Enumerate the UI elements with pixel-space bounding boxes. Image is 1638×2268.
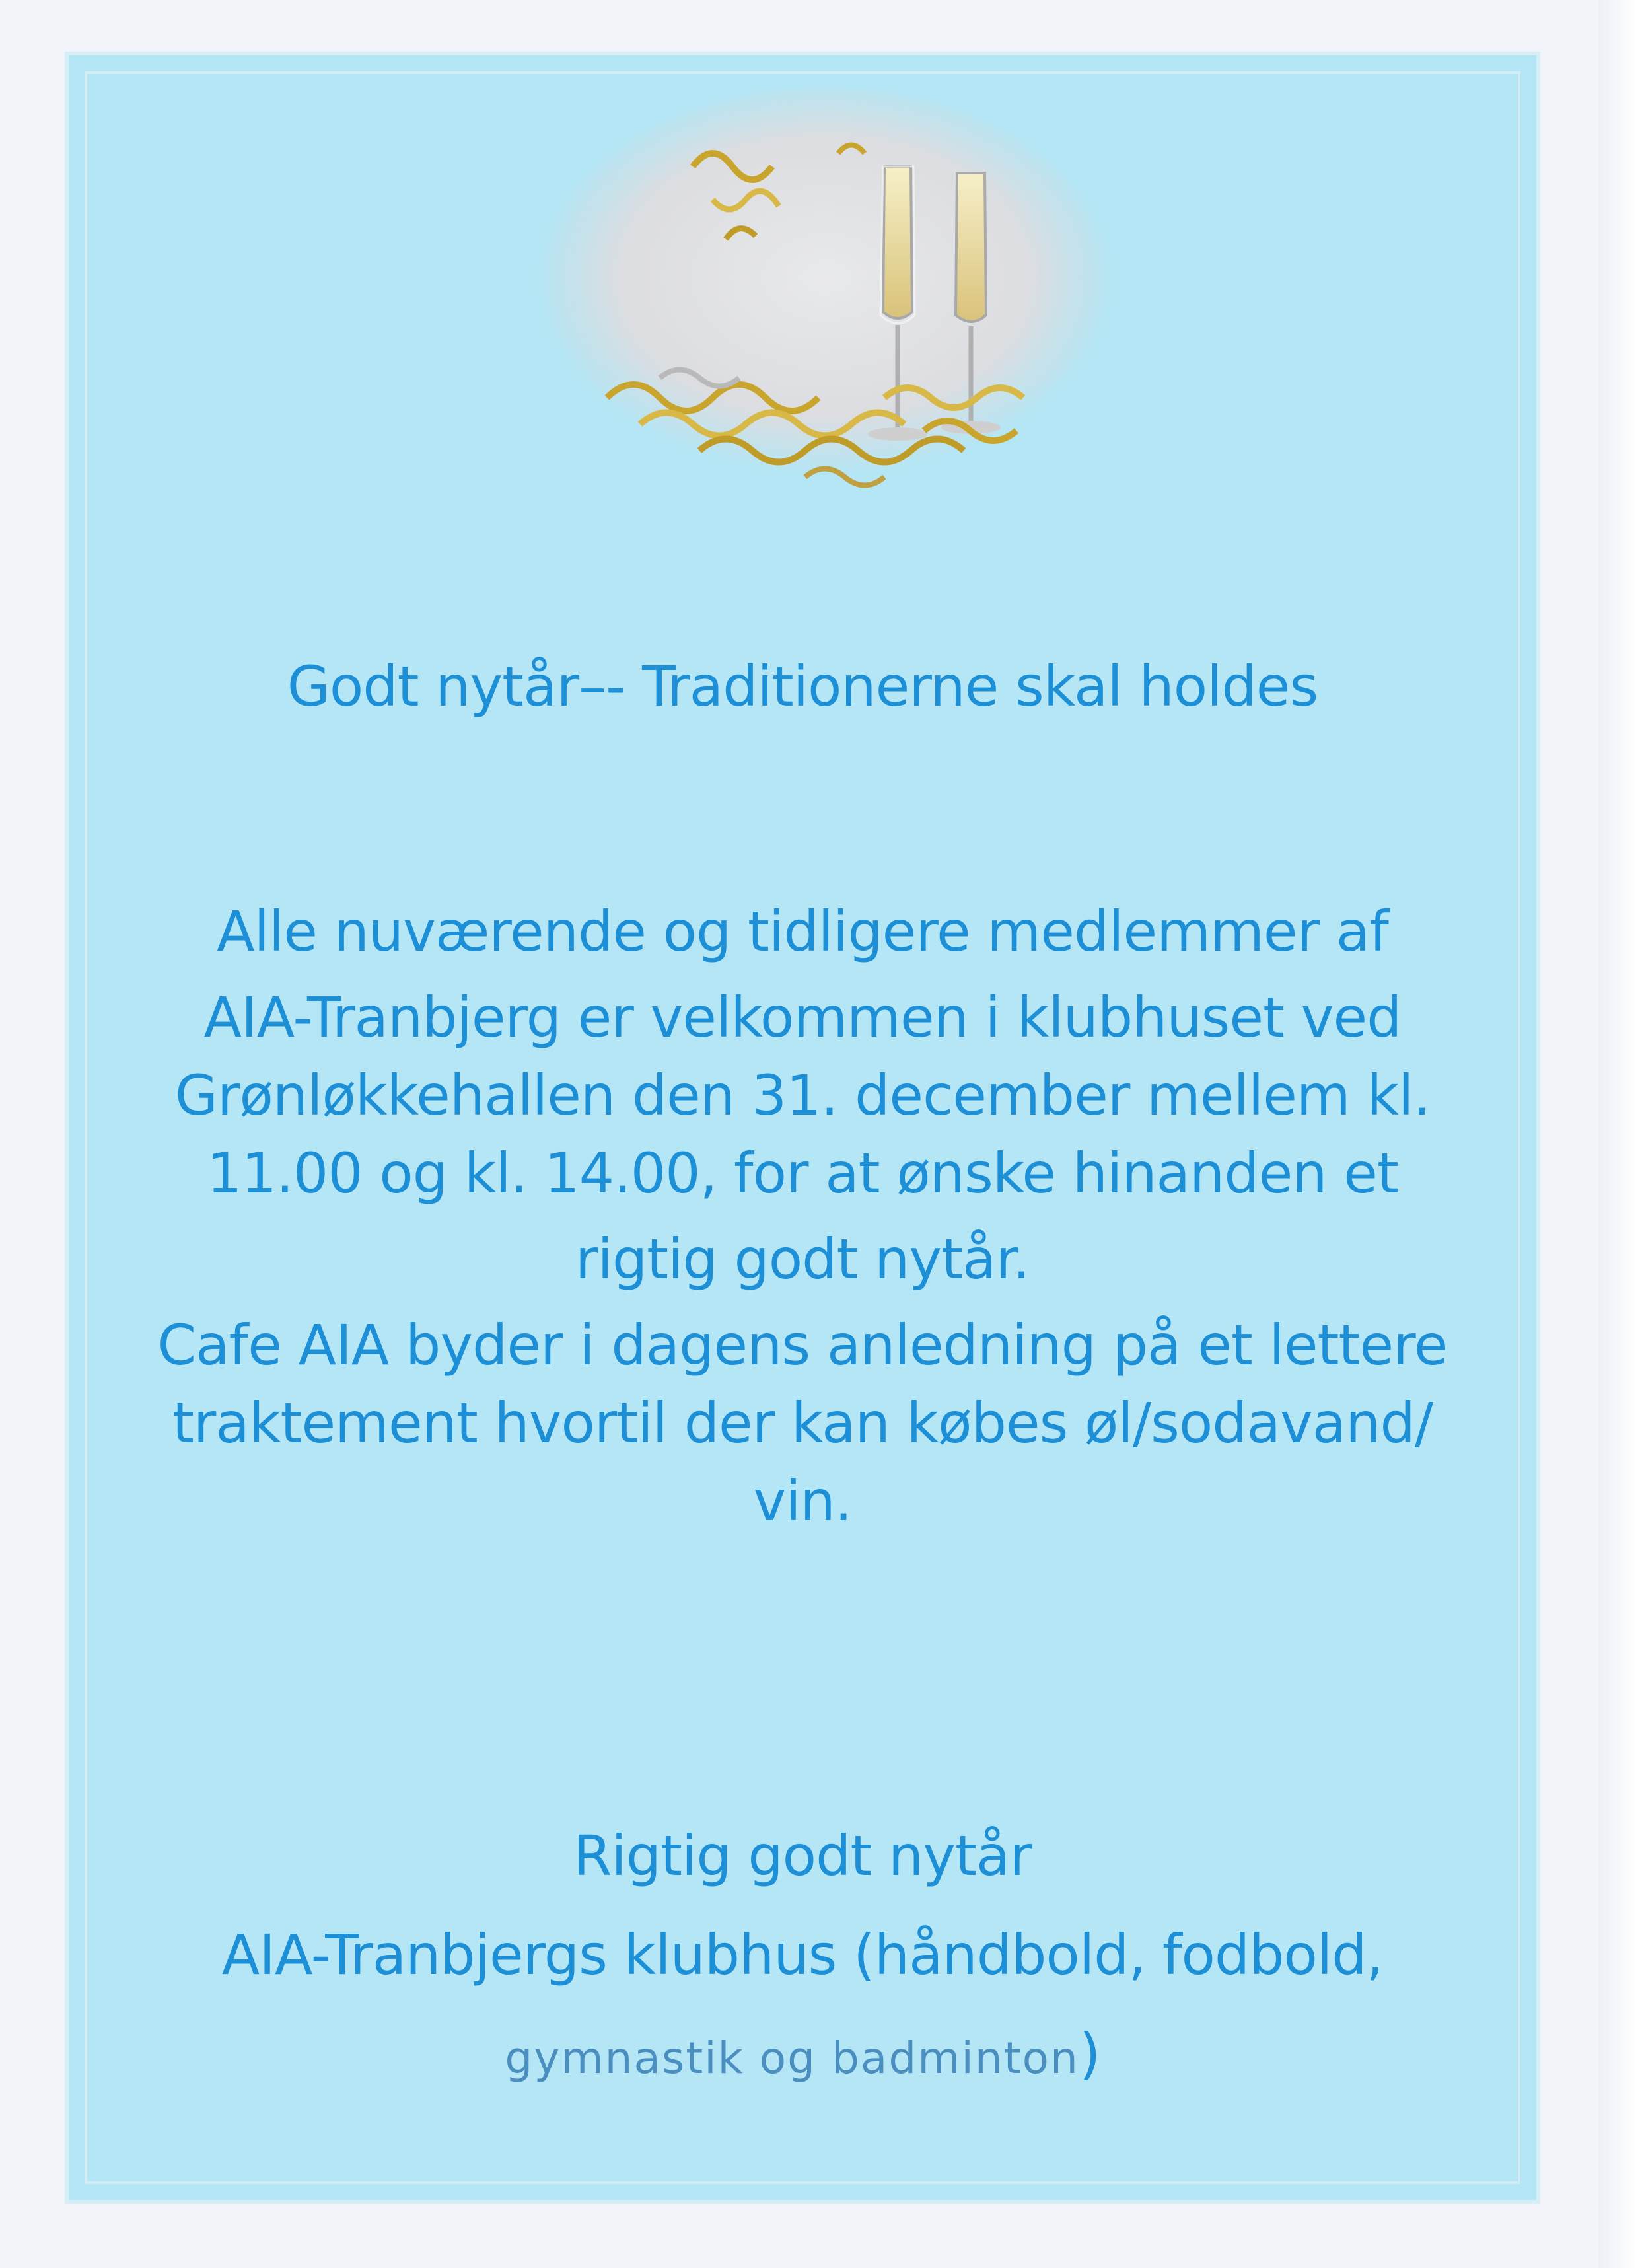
signoff-sports-paren: ) bbox=[1079, 2022, 1100, 2086]
poster-headline: Godt nytår–- Traditionerne skal holdes bbox=[287, 654, 1318, 719]
scan-edge bbox=[1598, 0, 1638, 2268]
signoff-greeting: Rigtig godt nytår bbox=[573, 1823, 1032, 1888]
invitation-line: Cafe AIA byder i dagens anledning på et lettere bbox=[157, 1313, 1448, 1377]
invitation-line: AIA-Tranbjerg er velkommen i klubhuset ved bbox=[203, 985, 1402, 1050]
invitation-line: traktement hvortil der kan købes øl/sodavand/ bbox=[172, 1391, 1433, 1455]
invitation-line: Alle nuværende og tidligere medlemmer af bbox=[217, 899, 1388, 964]
poster bbox=[65, 52, 1540, 2204]
invitation-text bbox=[69, 885, 1536, 1540]
invitation-line: Grønløkkehallen den 31. december mellem kl. bbox=[174, 1063, 1431, 1128]
signoff-sports-list: gymnastik og badminton bbox=[505, 2033, 1079, 2084]
invitation-line: 11.00 og kl. 14.00, for at ønske hinanden et bbox=[207, 1141, 1398, 1206]
signoff-club: AIA-Tranbjergs klubhus (håndbold, fodbold, bbox=[221, 1922, 1384, 1987]
signoff-sports bbox=[69, 2004, 1536, 2108]
signoff bbox=[69, 1806, 1536, 2108]
champagne-glasses-icon bbox=[528, 87, 1122, 501]
invitation-line: vin. bbox=[753, 1469, 852, 1533]
invitation-line: rigtig godt nytår. bbox=[575, 1227, 1030, 1292]
